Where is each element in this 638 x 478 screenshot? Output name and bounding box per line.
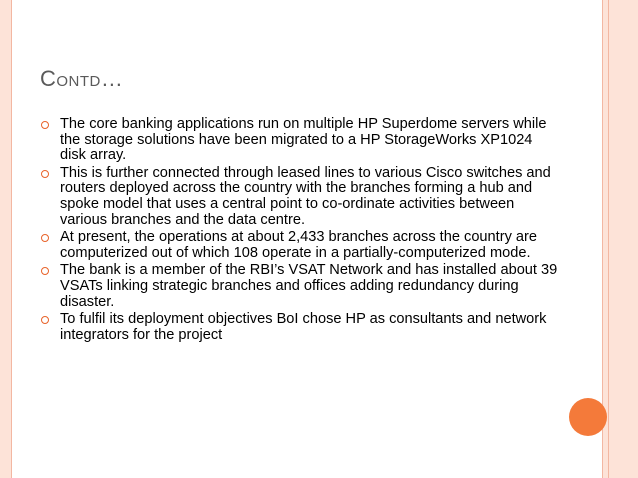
decorative-circle — [569, 398, 607, 436]
bullet-item — [40, 263, 560, 310]
bullet-circle-icon — [41, 267, 49, 275]
bullet-circle-icon — [41, 170, 49, 178]
bullet-text: The bank is a member of the RBI’s VSAT Network and has installed about 39 VSATs linking strategic branches and offices adding redundancy during disaster. — [60, 262, 558, 310]
bullet-item — [40, 166, 560, 228]
bullet-circle-icon — [41, 316, 49, 324]
bullet-text: This is further connected through leased lines to various Cisco switches and routers deployed across the country with the branches forming a hub and spoke model that uses a central point to co-ordinate activities between various branches and the data centre. — [60, 164, 551, 228]
bullet-text: The core banking applications run on multiple HP Superdome servers while the storage solutions have been migrated to a HP StorageWorks XP1024 disk array. — [60, 116, 547, 164]
bullet-list — [40, 117, 560, 345]
bullet-circle-icon — [41, 234, 49, 242]
bullet-circle-icon — [41, 121, 49, 129]
bullet-item — [40, 117, 560, 164]
bullet-text: To fulfil its deployment objectives BoI chose HP as consultants and network integrators for the project — [60, 311, 547, 343]
bullet-item — [40, 230, 560, 261]
right-border-decoration — [602, 0, 638, 478]
bullet-text: At present, the operations at about 2,433 branches across the country are computerized out of which 108 operate in a partially-computerized mode. — [60, 229, 538, 261]
slide-title: Contd… — [40, 66, 124, 91]
bullet-item — [40, 312, 560, 343]
left-border-decoration — [0, 0, 11, 478]
